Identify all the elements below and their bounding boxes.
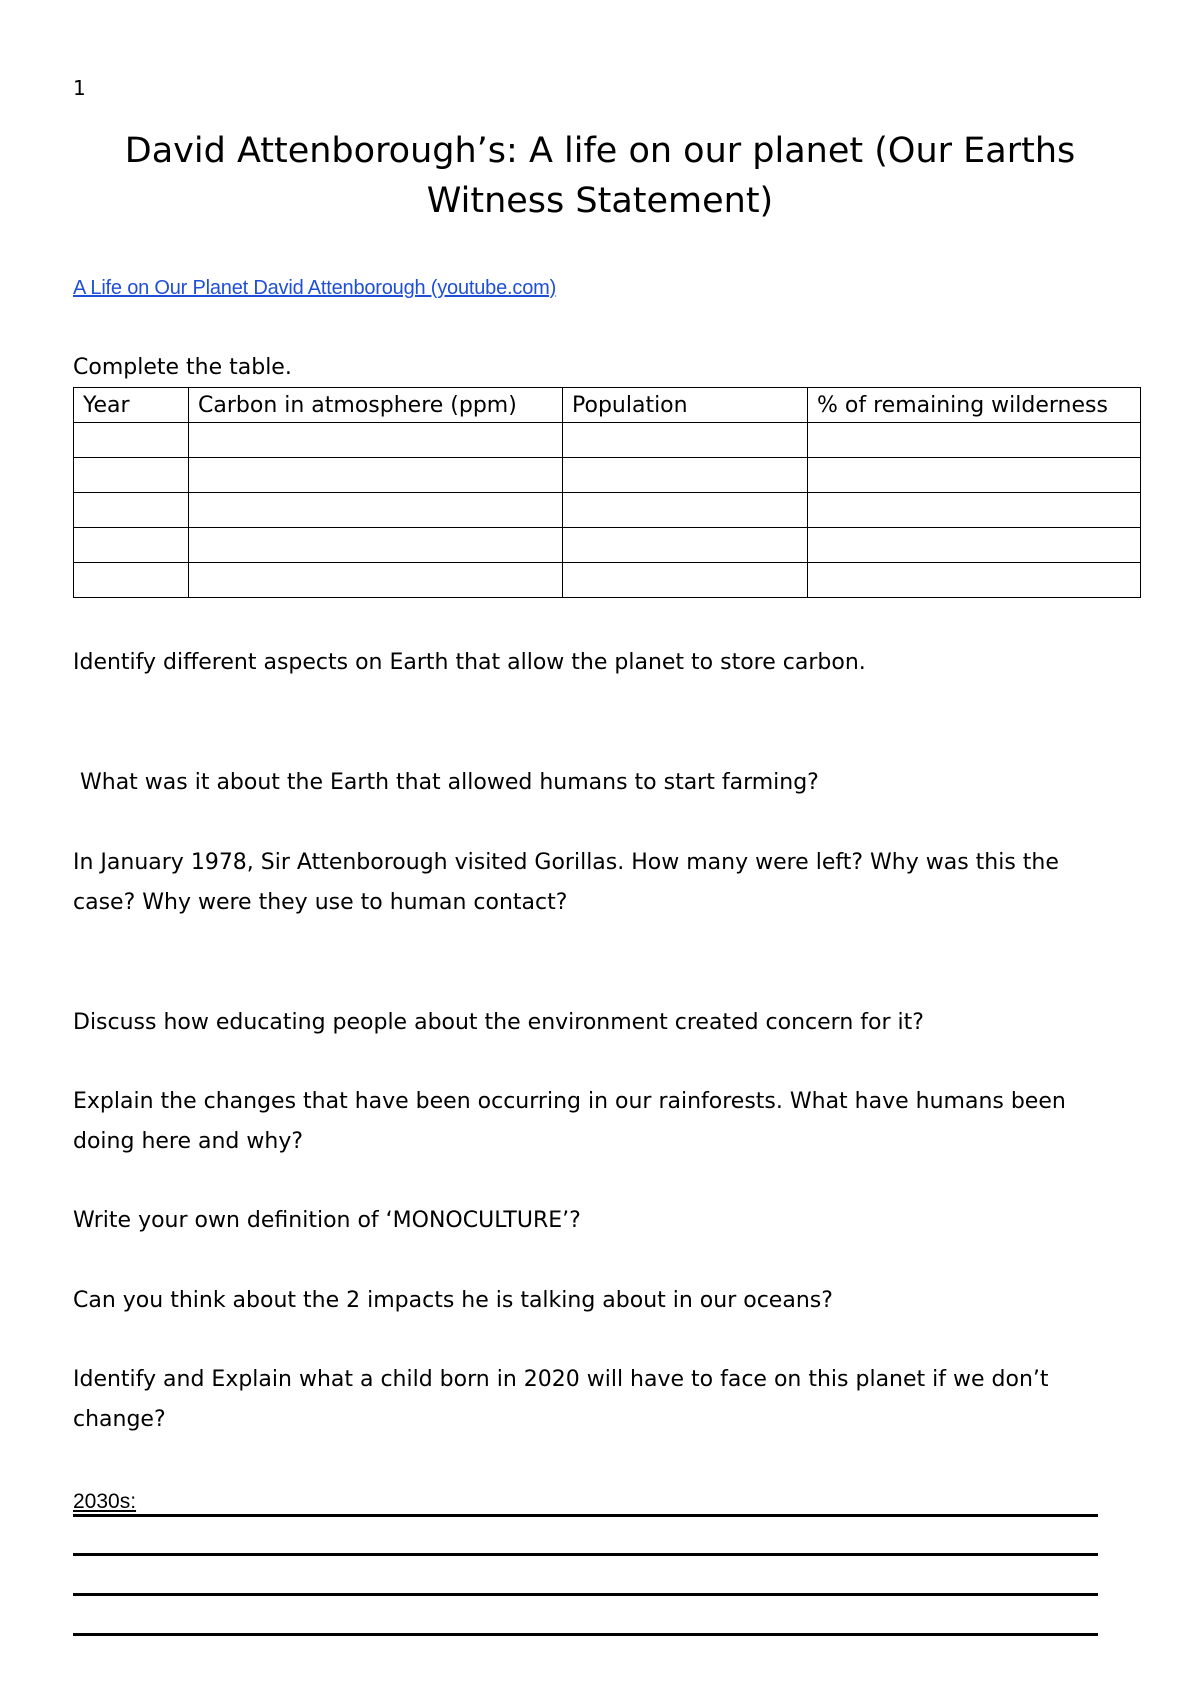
question-oceans: Can you think about the 2 impacts he is talking about in our oceans? <box>73 1288 833 1313</box>
question-carbon-storage: Identify different aspects on Earth that allow the planet to store carbon. <box>73 650 866 675</box>
answer-line[interactable] <box>73 1514 1098 1517</box>
title-line-1: David Attenborough’s: A life on our planet (Our Earths <box>124 131 1076 171</box>
youtube-link[interactable]: A Life on Our Planet David Attenborough (youtube.com) <box>73 277 557 299</box>
table-cell[interactable] <box>808 528 1141 563</box>
question-child-2020-line-2: change? <box>73 1407 166 1432</box>
table-cell[interactable] <box>808 423 1141 458</box>
question-farming: What was it about the Earth that allowed humans to start farming? <box>73 770 819 795</box>
table-row <box>74 423 1141 458</box>
data-table <box>73 387 1141 598</box>
table-cell[interactable] <box>74 528 189 563</box>
table-cell[interactable] <box>563 493 808 528</box>
question-monoculture: Write your own definition of ‘MONOCULTURE’? <box>73 1208 581 1233</box>
question-child-2020-line-1: Identify and Explain what a child born in 2020 will have to face on this planet if we don’t <box>73 1367 1049 1392</box>
page-title <box>60 126 1140 226</box>
table-cell[interactable] <box>808 458 1141 493</box>
answer-line[interactable] <box>73 1553 1098 1556</box>
table-cell[interactable] <box>808 493 1141 528</box>
table-cell[interactable] <box>563 458 808 493</box>
answer-line[interactable] <box>73 1593 1098 1596</box>
header-carbon: Carbon in atmosphere (ppm) <box>189 388 563 423</box>
title-line-2: Witness Statement) <box>426 181 774 221</box>
page-number: 1 <box>73 76 86 100</box>
table-cell[interactable] <box>74 493 189 528</box>
question-rainforests-line-1: Explain the changes that have been occurring in our rainforests. What have humans been <box>73 1089 1066 1114</box>
table-row <box>74 563 1141 598</box>
question-education: Discuss how educating people about the environment created concern for it? <box>73 1010 924 1035</box>
table-cell[interactable] <box>563 423 808 458</box>
table-row <box>74 528 1141 563</box>
header-year: Year <box>74 388 189 423</box>
table-header-row <box>74 388 1141 423</box>
table-cell[interactable] <box>563 528 808 563</box>
table-cell[interactable] <box>808 563 1141 598</box>
question-gorillas-line-1: In January 1978, Sir Attenborough visited Gorillas. How many were left? Why was this the <box>73 850 1059 875</box>
header-wilderness: % of remaining wilderness <box>808 388 1141 423</box>
table-instruction: Complete the table. <box>73 355 292 380</box>
question-gorillas-line-2: case? Why were they use to human contact? <box>73 890 568 915</box>
table-cell[interactable] <box>563 563 808 598</box>
table-cell[interactable] <box>189 423 563 458</box>
table-cell[interactable] <box>74 458 189 493</box>
table-cell[interactable] <box>189 458 563 493</box>
table-cell[interactable] <box>74 563 189 598</box>
question-rainforests-line-2: doing here and why? <box>73 1129 304 1154</box>
table-row <box>74 493 1141 528</box>
table-cell[interactable] <box>74 423 189 458</box>
table-row <box>74 458 1141 493</box>
header-population: Population <box>563 388 808 423</box>
table-cell[interactable] <box>189 493 563 528</box>
label-2030s: 2030s: <box>73 1490 137 1513</box>
table-cell[interactable] <box>189 563 563 598</box>
table-cell[interactable] <box>189 528 563 563</box>
answer-line[interactable] <box>73 1633 1098 1636</box>
